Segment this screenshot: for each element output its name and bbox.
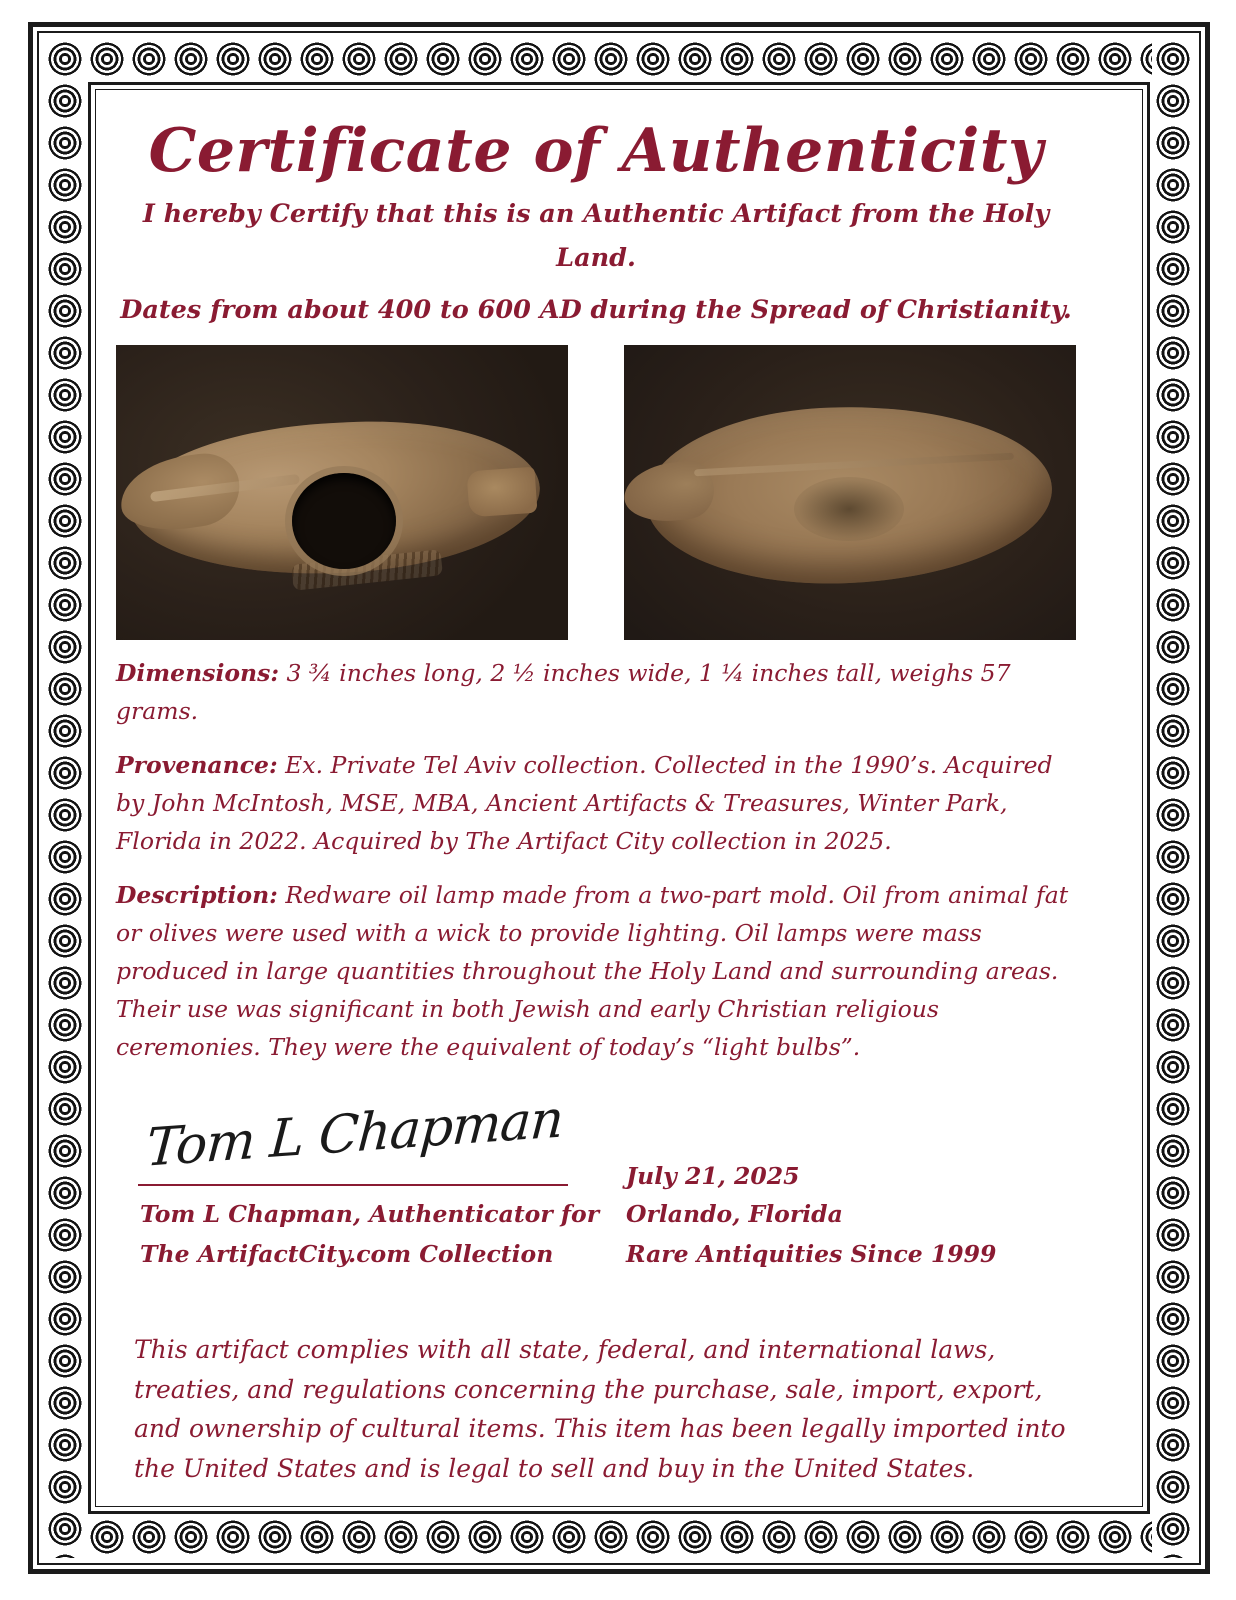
decorative-circle-border-top	[44, 38, 1194, 80]
signature-block	[116, 1089, 1076, 1320]
signatory-organization: The ArtifactCity.com Collection	[140, 1240, 554, 1269]
certificate-content	[116, 112, 1076, 1488]
decorative-circle-border-left	[44, 38, 86, 1558]
page-title: Certificate of Authenticity	[148, 116, 1044, 186]
oil-lamp-handle	[466, 466, 537, 517]
signatory-name: Tom L Chapman, Authenticator for	[140, 1200, 600, 1229]
signature-line	[138, 1184, 568, 1186]
field-dimensions	[116, 654, 1076, 730]
field-description	[116, 876, 1076, 1066]
certify-statement-line-2: Dates from about 400 to 600 AD during the Spread of Christianity.	[120, 294, 1072, 325]
field-description-label: Description:	[116, 880, 278, 909]
decorative-circle-border-right	[1152, 38, 1194, 1558]
artifact-photo-row	[116, 345, 1076, 640]
legal-compliance-statement: This artifact complies with all state, federal, and international laws, treaties, and regulations concerning the purchase, sale, import, export, and ownership of cultural items. This item has been legally imported into the United States and is legal to sell and buy in the United States.	[134, 1335, 1066, 1483]
field-description-value: Redware oil lamp made from a two-part mold. Oil from animal fat or olives were used with a wick to provide lighting. Oil lamps were mass produced in large quantities throughout the Holy Land and surrounding areas. Their use was significant in both Jewish and early Christian religious ceremonies. They were the equivalent of today’s “light bulbs”.	[116, 880, 1069, 1062]
field-dimensions-label: Dimensions:	[116, 658, 280, 687]
decorative-circle-border-bottom	[44, 1516, 1194, 1558]
handwritten-signature: Tom L Chapman	[144, 1089, 565, 1179]
oil-lamp-filling-hole	[292, 473, 396, 569]
field-provenance-value: Ex. Private Tel Aviv collection. Collected in the 1990’s. Acquired by John McIntosh, MSE, MBA, Ancient Artifacts & Treasures, Winter Park, Florida in 2022. Acquired by The Artifact City collection in 2025.	[116, 750, 1053, 855]
field-provenance-label: Provenance:	[116, 750, 278, 779]
certify-statement-line-1: I hereby Certify that this is an Authentic Artifact from the Holy Land.	[142, 199, 1050, 273]
artifact-photo-front	[116, 345, 568, 640]
oil-lamp-base-discoloration	[794, 477, 904, 541]
signature-city: Orlando, Florida	[626, 1200, 843, 1229]
signature-date: July 21, 2025	[626, 1162, 800, 1191]
field-dimensions-value: 3 ¾ inches long, 2 ½ inches wide, 1 ¼ inches tall, weighs 57 grams.	[116, 658, 1011, 725]
company-tagline: Rare Antiquities Since 1999	[626, 1240, 997, 1269]
field-provenance	[116, 746, 1076, 860]
artifact-photo-back	[624, 345, 1076, 640]
